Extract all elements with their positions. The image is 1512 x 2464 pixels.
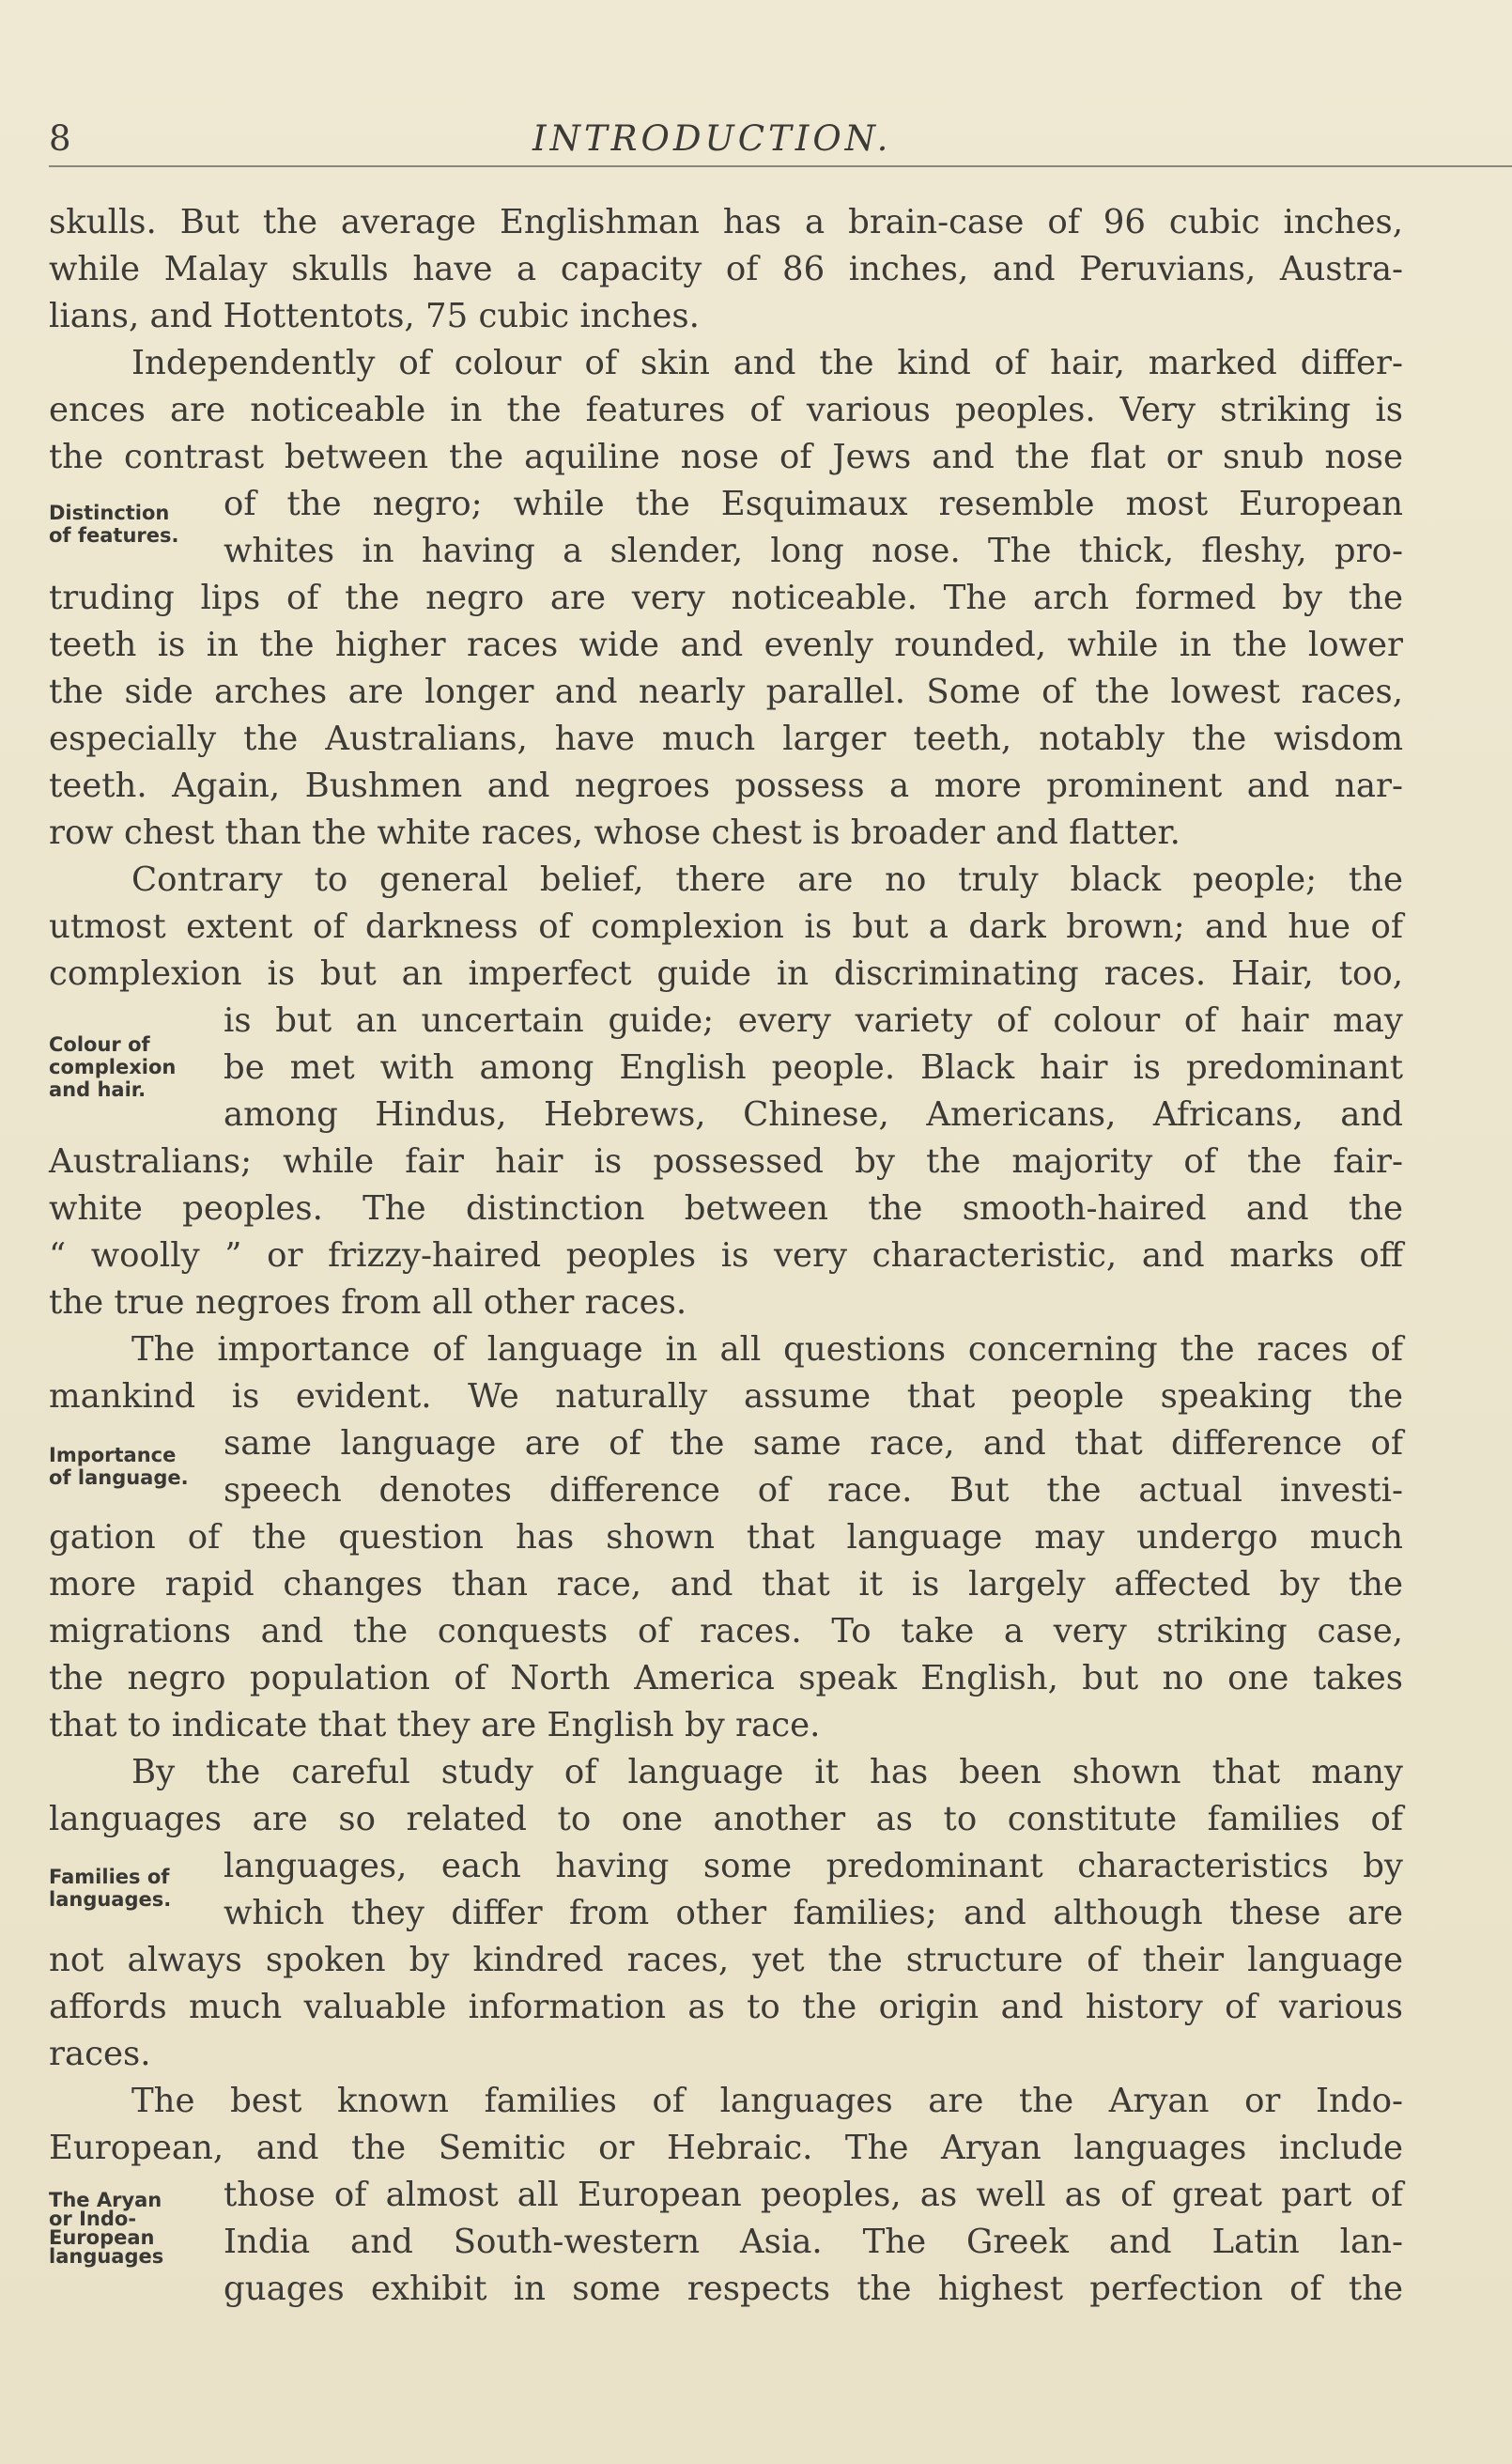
- margin-note-line: of features.: [49, 524, 179, 547]
- text-line: the contrast between the aquiline nose of Jews and the flat or snub nose: [49, 438, 1403, 476]
- text-line: teeth. Again, Bushmen and negroes possess a more prominent and nar-: [49, 767, 1403, 805]
- margin-note-line: The Aryan: [49, 2189, 162, 2211]
- margin-note-line: complexion: [49, 1056, 177, 1078]
- text-line: complexion is but an imperfect guide in discriminating races. Hair, too,: [49, 954, 1403, 993]
- margin-note-line: Colour of: [49, 1033, 150, 1056]
- text-line: guages exhibit in some respects the highest perfection of the: [224, 2270, 1403, 2308]
- text-line: more rapid changes than race, and that it is largely affected by the: [49, 1565, 1403, 1604]
- text-line: truding lips of the negro are very noticeable. The arch formed by the: [49, 579, 1403, 617]
- text-line: affords much valuable information as to the origin and history of various: [49, 1988, 1403, 2026]
- running-title: INTRODUCTION.: [532, 118, 892, 159]
- text-line: while Malay skulls have a capacity of 86 inches, and Peruvians, Austra-: [49, 250, 1403, 288]
- margin-note-line: languages: [49, 2245, 164, 2268]
- text-line: races.: [49, 2035, 151, 2073]
- text-line: India and South-western Asia. The Greek and Latin lan-: [224, 2223, 1403, 2261]
- margin-note-line: Importance: [49, 1444, 177, 1466]
- body-text: [49, 199, 1403, 2313]
- text-line: the side arches are longer and nearly parallel. Some of the lowest races,: [49, 673, 1403, 711]
- text-line: lians, and Hottentots, 75 cubic inches.: [49, 297, 700, 335]
- text-line: migrations and the conquests of races. To take a very striking case,: [49, 1612, 1403, 1650]
- header-rule: [49, 165, 1512, 167]
- text-line: teeth is in the higher races wide and evenly rounded, while in the lower: [49, 626, 1403, 664]
- page-number: 8: [49, 118, 71, 159]
- text-line: which they differ from other families; and although these are: [224, 1894, 1403, 1932]
- text-line: utmost extent of darkness of complexion is but a dark brown; and hue of: [49, 907, 1403, 946]
- margin-note-line: languages.: [49, 1888, 172, 1911]
- text-line: that to indicate that they are English by race.: [49, 1706, 821, 1744]
- text-line: The importance of language in all questions concerning the races of: [131, 1330, 1403, 1369]
- text-line: especially the Australians, have much larger teeth, notably the wisdom: [49, 720, 1403, 758]
- text-line: row chest than the white races, whose chest is broader and flatter.: [49, 814, 1180, 852]
- margin-note-line: Families of: [49, 1866, 170, 1888]
- text-line: European, and the Semitic or Hebraic. The Aryan languages include: [49, 2129, 1403, 2167]
- text-line: same language are of the same race, and that difference of: [224, 1424, 1403, 1463]
- margin-note-line: European: [49, 2226, 155, 2249]
- text-line: Independently of colour of skin and the kind of hair, marked differ-: [131, 344, 1403, 382]
- text-line: those of almost all European peoples, as well as of great part of: [224, 2176, 1403, 2214]
- text-line: gation of the question has shown that language may undergo much: [49, 1518, 1403, 1557]
- text-line: not always spoken by kindred races, yet the structure of their language: [49, 1941, 1403, 1979]
- margin-note-line: and hair.: [49, 1078, 147, 1101]
- text-line: whites in having a slender, long nose. The thick, fleshy, pro-: [224, 532, 1403, 570]
- text-line: languages, each having some predominant characteristics by: [224, 1847, 1403, 1885]
- text-line: is but an uncertain guide; every variety of colour of hair may: [224, 1001, 1403, 1040]
- text-line: languages are so related to one another as to constitute families of: [49, 1800, 1403, 1838]
- page-header: [49, 109, 1429, 165]
- text-line: the negro population of North America speak English, but no one takes: [49, 1659, 1403, 1697]
- text-line: of the negro; while the Esquimaux resemble most European: [224, 485, 1403, 523]
- text-line: ences are noticeable in the features of various peoples. Very striking is: [49, 391, 1403, 429]
- text-line: among Hindus, Hebrews, Chinese, Americans, Africans, and: [224, 1095, 1403, 1134]
- text-line: skulls. But the average Englishman has a brain-case of 96 cubic inches,: [49, 203, 1403, 241]
- margin-note-line: Distinction: [49, 502, 170, 524]
- text-line: Australians; while fair hair is possessed by the majority of the fair-: [49, 1142, 1403, 1181]
- margin-note-line: of language.: [49, 1466, 189, 1489]
- text-line: white peoples. The distinction between the smooth-haired and the: [49, 1189, 1403, 1228]
- text-line: speech denotes difference of race. But the actual investi-: [224, 1471, 1403, 1510]
- text-line: mankind is evident. We naturally assume that people speaking the: [49, 1377, 1403, 1416]
- text-line: The best known families of languages are the Aryan or Indo-: [131, 2082, 1403, 2120]
- text-line: “ woolly ” or frizzy-haired peoples is very characteristic, and marks off: [49, 1236, 1403, 1275]
- text-line: the true negroes from all other races.: [49, 1283, 687, 1322]
- margin-note-line: or Indo-: [49, 2208, 137, 2230]
- text-line: Contrary to general belief, there are no truly black people; the: [131, 860, 1403, 899]
- text-line: By the careful study of language it has been shown that many: [131, 1753, 1403, 1791]
- text-line: be met with among English people. Black hair is predominant: [224, 1048, 1403, 1087]
